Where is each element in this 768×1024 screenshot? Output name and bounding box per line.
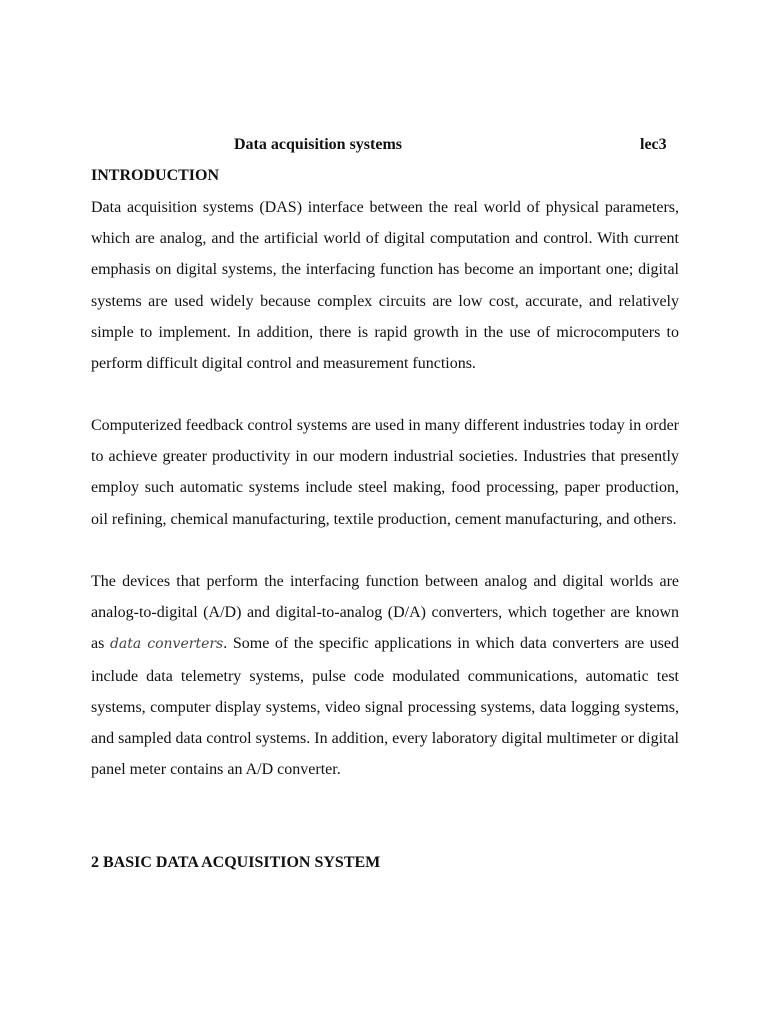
- page-title: Data acquisition systems: [234, 136, 403, 153]
- paragraph-3-text-start: The devices that perform the interfacing function between analog and digital worlds are analog-to-digital (A/D) and digital-to-analog (D/A) converters, which together are known as: [91, 573, 679, 653]
- paragraph-3-text-end: . Some of the specific applications in which data converters are used include data telemetry systems, pulse code modulated communications, automatic test systems, computer display systems, video signal processing systems, data logging systems, and sampled data control systems. In addition, every laboratory digital multimeter or digital panel meter contains an A/D converter.: [91, 635, 679, 779]
- basic-das-heading: 2 BASIC DATA ACQUISITION SYSTEM: [91, 854, 381, 871]
- intro-paragraph-2: Computerized feedback control systems are used in many different industries today in order to achieve greater productivity in our modern industrial societies. Industries that presently employ such automatic systems include steel making, food processing, paper production, oil refining, chemical manufacturing, textile production, cement manufacturing, and others.: [91, 417, 679, 528]
- data-converters-term: data converters: [109, 636, 224, 653]
- lecture-label: lec3: [640, 136, 667, 153]
- intro-paragraph-3: [91, 566, 679, 785]
- introduction-heading: INTRODUCTION: [91, 167, 220, 184]
- intro-paragraph-1: Data acquisition systems (DAS) interface between the real world of physical parameters, which are analog, and the artificial world of digital computation and control. With current emphasis on digital systems, the interfacing function has become an important one; digital systems are used widely because complex circuits are low cost, accurate, and relatively simple to implement. In addition, there is rapid growth in the use of microcomputers to perform difficult digital control and measurement functions.: [91, 199, 679, 373]
